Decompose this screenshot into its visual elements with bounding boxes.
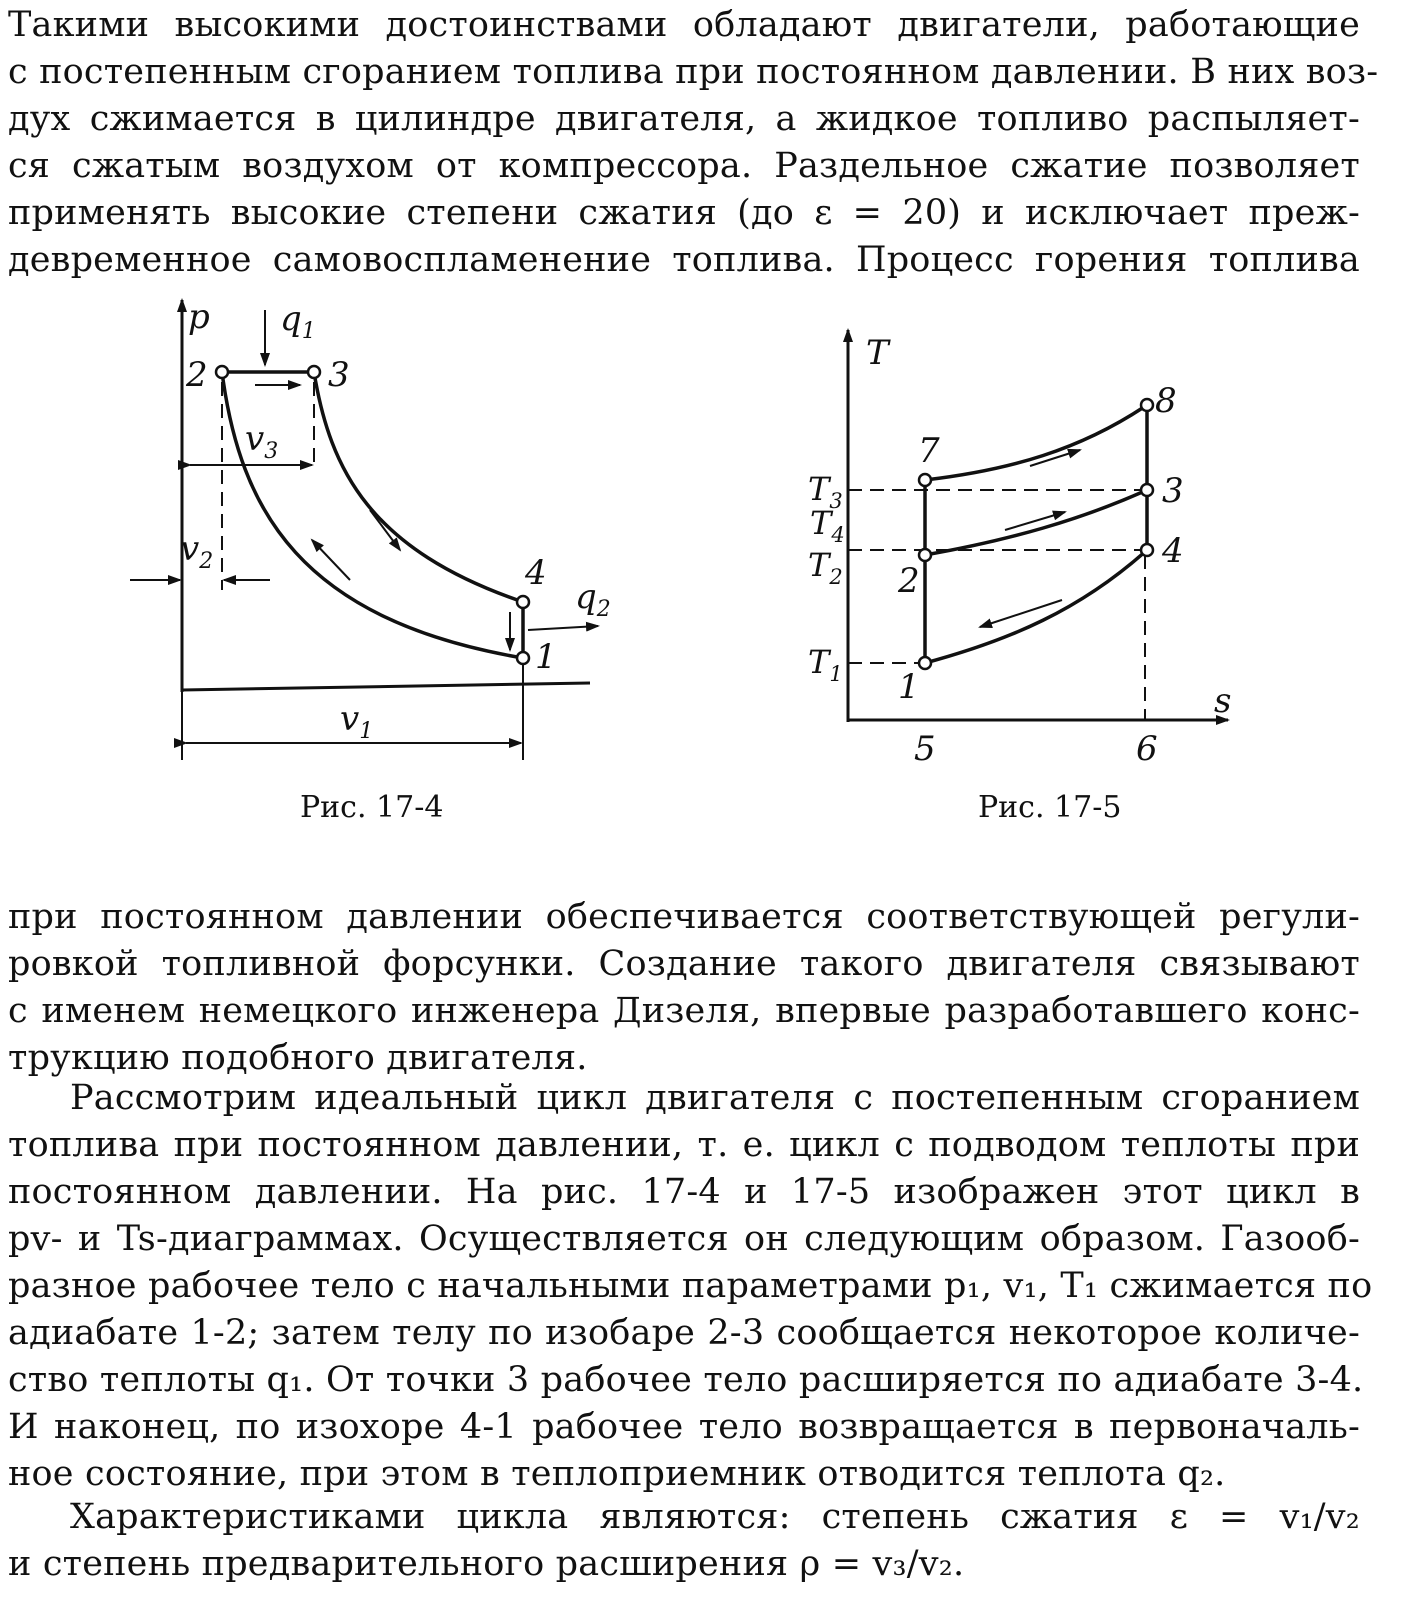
text-line: Такими высокими достоинствами обладают двигатели, работающие [8, 5, 1360, 45]
point-label-4: 4 [525, 553, 547, 593]
point-7 [919, 474, 931, 486]
point-label-8: 8 [1155, 381, 1177, 421]
text-line: разное рабочее тело с начальными параметрами p₁, v₁, T₁ сжимается по [8, 1266, 1373, 1306]
text-line: при постоянном давлении обеспечивается соответствующей регули- [8, 897, 1360, 937]
text-line: с постепенным сгоранием топлива при постоянном давлении. В них воз- [8, 52, 1379, 92]
text-line: трукцию подобного двигателя. [8, 1038, 588, 1078]
s-axis-label: s [1214, 681, 1232, 721]
t2-label: $T_2$ [808, 546, 843, 589]
text-line: дух сжимается в цилиндре двигателя, а жидкое топливо распыляет- [8, 99, 1360, 139]
text-line: ство теплоты q₁. От точки 3 рабочее тело расширяется по адиабате 3-4. [8, 1360, 1364, 1400]
text-line: адиабате 1-2; затем телу по изобаре 2-3 сообщается некоторое количе- [8, 1313, 1360, 1353]
text-line: И наконец, по изохоре 4-1 рабочее тело возвращается в первоначаль- [8, 1407, 1360, 1447]
curve-7-8 [925, 405, 1147, 480]
point-label-4: 4 [1162, 531, 1184, 571]
point-2 [919, 549, 931, 561]
text-line: с именем немецкого инженера Дизеля, впервые разработавшего конс- [8, 991, 1360, 1031]
paragraph-characteristics [8, 1494, 1360, 1588]
p-axis-label: p [188, 297, 210, 337]
caption-fig-17-4: Рис. 17-4 [300, 790, 444, 825]
t1-label: $T_1$ [808, 643, 843, 686]
point-label-6: 6 [1136, 729, 1158, 769]
text-line: топлива при постоянном давлении, т. е. цикл с подводом теплоты при [8, 1125, 1360, 1165]
point-1 [919, 657, 931, 669]
v2-label: $v_2$ [180, 529, 214, 574]
point-label-2: 2 [898, 561, 920, 601]
curve-2-3 [925, 490, 1147, 555]
text-line: pv- и Ts-диаграммах. Осуществляется он следующим образом. Газооб- [8, 1219, 1360, 1259]
t4-label: $T_4$ [810, 504, 845, 547]
caption-fig-17-5: Рис. 17-5 [978, 790, 1122, 825]
point-4 [517, 596, 529, 608]
expansion-arrow [370, 510, 400, 550]
q1-label: $q_1$ [280, 299, 316, 344]
text-line: и степень предварительного расширения ρ = v₃/v₂. [8, 1544, 965, 1584]
pv-diagram-svg [0, 290, 700, 810]
t-axis-label: T [866, 333, 889, 373]
paragraph-cycle [8, 1075, 1373, 1498]
v-axis [182, 683, 590, 690]
t3-label: $T_3$ [808, 470, 843, 513]
curve-1-4 [925, 550, 1147, 663]
text-line: ное состояние, при этом в теплоприемник отводится теплота q₂. [8, 1454, 1226, 1494]
point-label-1: 1 [898, 667, 920, 707]
q2-label: $q_2$ [575, 577, 611, 622]
point-4 [1141, 544, 1153, 556]
figure-pv-diagram [0, 290, 700, 810]
point-label-7: 7 [918, 431, 940, 471]
point-1 [517, 652, 529, 664]
point-label-1: 1 [535, 637, 557, 677]
adiabat-3-4 [314, 372, 523, 602]
point-3 [308, 366, 320, 378]
paragraph-continue [8, 894, 1360, 1082]
text-line: девременное самовоспламенение топлива. Процесс горения топлива [8, 240, 1360, 280]
text-line: постоянном давлении. На рис. 17-4 и 17-5 изображен этот цикл в [8, 1172, 1360, 1212]
arrow-2-3 [1005, 512, 1065, 530]
adiabat-1-2 [222, 372, 523, 658]
text-line: ся сжатым воздухом от компрессора. Раздельное сжатие позволяет [8, 146, 1360, 186]
ts-diagram-svg [780, 320, 1280, 780]
v1-label: $v_1$ [340, 699, 374, 744]
point-8 [1141, 399, 1153, 411]
figure-ts-diagram [780, 320, 1280, 780]
arrow-4-1 [980, 600, 1062, 627]
point-label-2: 2 [186, 355, 208, 395]
text-line: применять высокие степени сжатия (до ε = 20) и исключает преж- [8, 193, 1360, 233]
text-line: ровкой топливной форсунки. Создание такого двигателя связывают [8, 944, 1360, 984]
point-label-3: 3 [328, 355, 350, 395]
paragraph-top [8, 2, 1379, 284]
text-line: Характеристиками цикла являются: степень сжатия ε = v₁/v₂ [70, 1497, 1360, 1537]
point-3 [1141, 484, 1153, 496]
point-label-5: 5 [914, 729, 936, 769]
q2-arrow [528, 626, 598, 630]
text-line: Рассмотрим идеальный цикл двигателя с постепенным сгоранием [70, 1078, 1360, 1118]
point-label-3: 3 [1162, 471, 1184, 511]
v3-label: $v_3$ [245, 419, 279, 464]
point-2 [216, 366, 228, 378]
